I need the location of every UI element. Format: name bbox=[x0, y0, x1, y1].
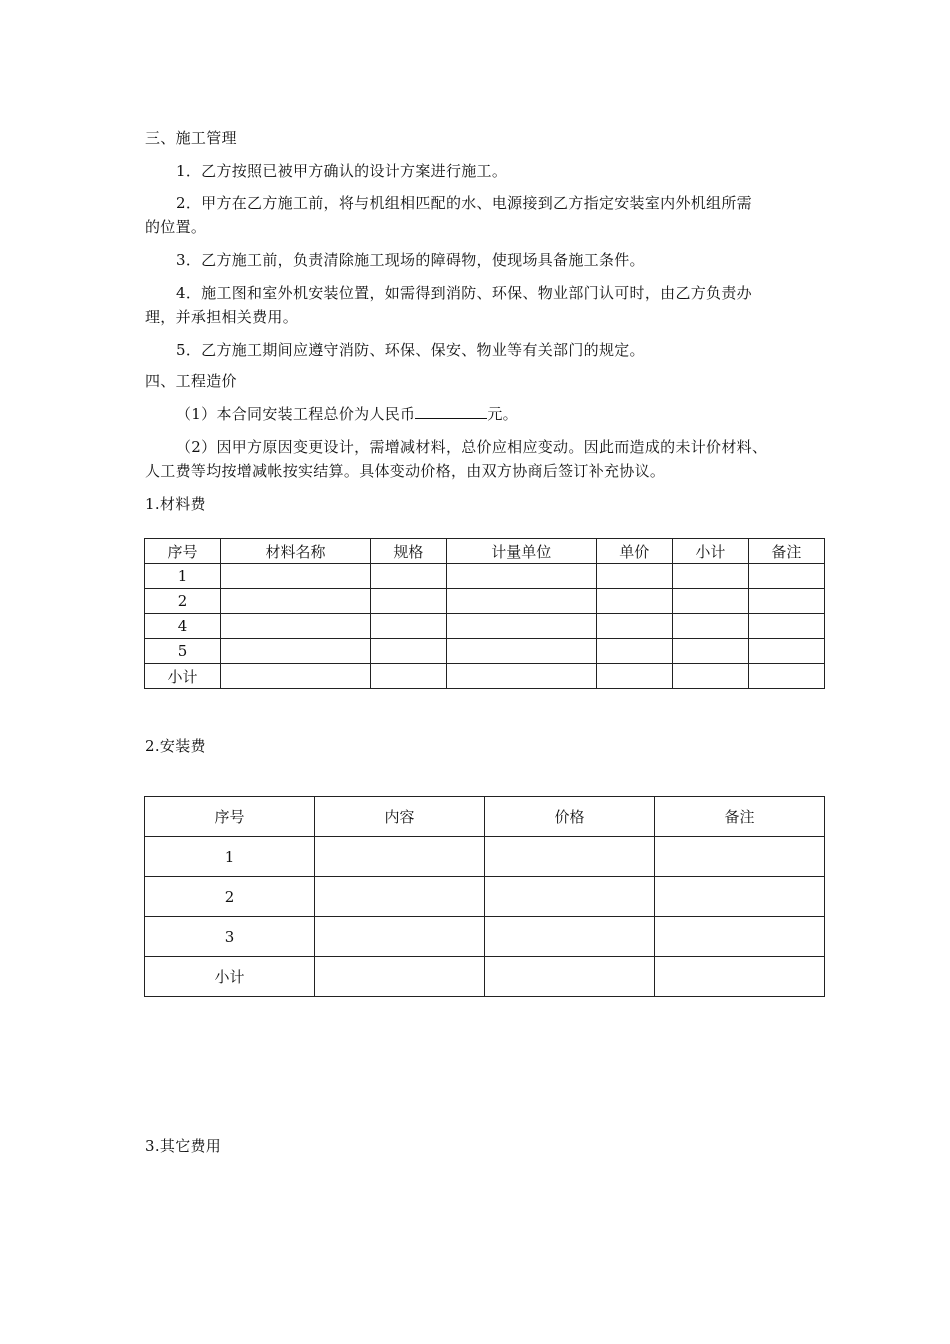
empty-cell bbox=[485, 877, 655, 917]
empty-cell bbox=[655, 877, 825, 917]
empty-cell bbox=[446, 564, 596, 589]
section4-heading: 四、工程造价 bbox=[145, 372, 237, 390]
empty-cell bbox=[446, 589, 596, 614]
table-row bbox=[145, 614, 825, 639]
empty-cell bbox=[596, 664, 672, 689]
empty-cell bbox=[596, 614, 672, 639]
empty-cell bbox=[221, 614, 371, 639]
header-cell: 计量单位 bbox=[446, 539, 596, 564]
subtotal-label-cell: 小计 bbox=[145, 664, 221, 689]
header-cell: 价格 bbox=[485, 797, 655, 837]
empty-cell bbox=[655, 837, 825, 877]
table-row bbox=[145, 589, 825, 614]
empty-cell bbox=[655, 957, 825, 997]
other-fees-title: 3.其它费用 bbox=[145, 1137, 222, 1155]
header-cell: 规格 bbox=[370, 539, 446, 564]
empty-cell bbox=[446, 614, 596, 639]
empty-cell bbox=[485, 837, 655, 877]
empty-cell bbox=[748, 564, 824, 589]
header-cell: 序号 bbox=[145, 539, 221, 564]
row-number-cell: 1 bbox=[145, 564, 221, 589]
empty-cell bbox=[748, 664, 824, 689]
subtotal-row bbox=[145, 957, 825, 997]
section3-heading: 三、施工管理 bbox=[145, 129, 237, 147]
row-number-cell: 1 bbox=[145, 837, 315, 877]
section4-clause-2a: （2）因甲方原因变更设计，需增减材料，总价应相应变动。因此而造成的未计价材料、 bbox=[176, 438, 768, 456]
price-blank bbox=[415, 403, 487, 419]
empty-cell bbox=[221, 664, 371, 689]
table-row bbox=[145, 564, 825, 589]
header-cell: 备注 bbox=[655, 797, 825, 837]
empty-cell bbox=[672, 664, 748, 689]
table-row bbox=[145, 917, 825, 957]
empty-cell bbox=[672, 564, 748, 589]
section4-clause-1 bbox=[176, 403, 518, 425]
header-cell: 小计 bbox=[672, 539, 748, 564]
header-cell: 序号 bbox=[145, 797, 315, 837]
header-cell: 备注 bbox=[748, 539, 824, 564]
empty-cell bbox=[370, 614, 446, 639]
empty-cell bbox=[596, 564, 672, 589]
empty-cell bbox=[748, 639, 824, 664]
empty-cell bbox=[315, 877, 485, 917]
row-number-cell: 2 bbox=[145, 877, 315, 917]
materials-title: 1.材料费 bbox=[145, 495, 206, 513]
materials-table bbox=[144, 538, 825, 689]
subtotal-row bbox=[145, 664, 825, 689]
empty-cell bbox=[748, 614, 824, 639]
empty-cell bbox=[672, 614, 748, 639]
install-title: 2.安装费 bbox=[145, 737, 206, 755]
section3-item-1: 1．乙方按照已被甲方确认的设计方案进行施工。 bbox=[176, 162, 508, 180]
section3-item-3: 3．乙方施工前，负责清除施工现场的障碍物，使现场具备施工条件。 bbox=[176, 251, 645, 269]
header-cell: 材料名称 bbox=[221, 539, 371, 564]
empty-cell bbox=[370, 639, 446, 664]
row-number-cell: 3 bbox=[145, 917, 315, 957]
empty-cell bbox=[596, 639, 672, 664]
empty-cell bbox=[221, 639, 371, 664]
subtotal-label-cell: 小计 bbox=[145, 957, 315, 997]
section3-item-2a: 2．甲方在乙方施工前，将与机组相匹配的水、电源接到乙方指定安装室内外机组所需 bbox=[176, 194, 752, 212]
row-number-cell: 4 bbox=[145, 614, 221, 639]
empty-cell bbox=[315, 957, 485, 997]
header-cell: 内容 bbox=[315, 797, 485, 837]
empty-cell bbox=[370, 589, 446, 614]
empty-cell bbox=[370, 564, 446, 589]
empty-cell bbox=[370, 664, 446, 689]
empty-cell bbox=[485, 917, 655, 957]
section3-item-4a: 4．施工图和室外机安装位置，如需得到消防、环保、物业部门认可时，由乙方负责办 bbox=[176, 284, 752, 302]
install-header-row bbox=[145, 797, 825, 837]
table-row bbox=[145, 837, 825, 877]
empty-cell bbox=[221, 589, 371, 614]
row-number-cell: 2 bbox=[145, 589, 221, 614]
install-table bbox=[144, 796, 825, 997]
section3-item-5: 5．乙方施工期间应遵守消防、环保、保安、物业等有关部门的规定。 bbox=[176, 341, 645, 359]
row-number-cell: 5 bbox=[145, 639, 221, 664]
section3-item-4b: 理，并承担相关费用。 bbox=[145, 308, 299, 326]
empty-cell bbox=[672, 639, 748, 664]
empty-cell bbox=[315, 917, 485, 957]
clause-1-text: （1）本合同安装工程总价为人民币 bbox=[176, 405, 416, 423]
empty-cell bbox=[446, 664, 596, 689]
empty-cell bbox=[672, 589, 748, 614]
table-row bbox=[145, 639, 825, 664]
materials-header-row bbox=[145, 539, 825, 564]
section3-item-2b: 的位置。 bbox=[145, 218, 207, 236]
table-row bbox=[145, 877, 825, 917]
section4-clause-2b: 人工费等均按增减帐按实结算。具体变动价格，由双方协商后签订补充协议。 bbox=[145, 462, 666, 480]
header-cell: 单价 bbox=[596, 539, 672, 564]
empty-cell bbox=[221, 564, 371, 589]
clause-1-unit: 元。 bbox=[487, 405, 518, 423]
empty-cell bbox=[748, 589, 824, 614]
empty-cell bbox=[485, 957, 655, 997]
empty-cell bbox=[315, 837, 485, 877]
empty-cell bbox=[596, 589, 672, 614]
empty-cell bbox=[655, 917, 825, 957]
empty-cell bbox=[446, 639, 596, 664]
